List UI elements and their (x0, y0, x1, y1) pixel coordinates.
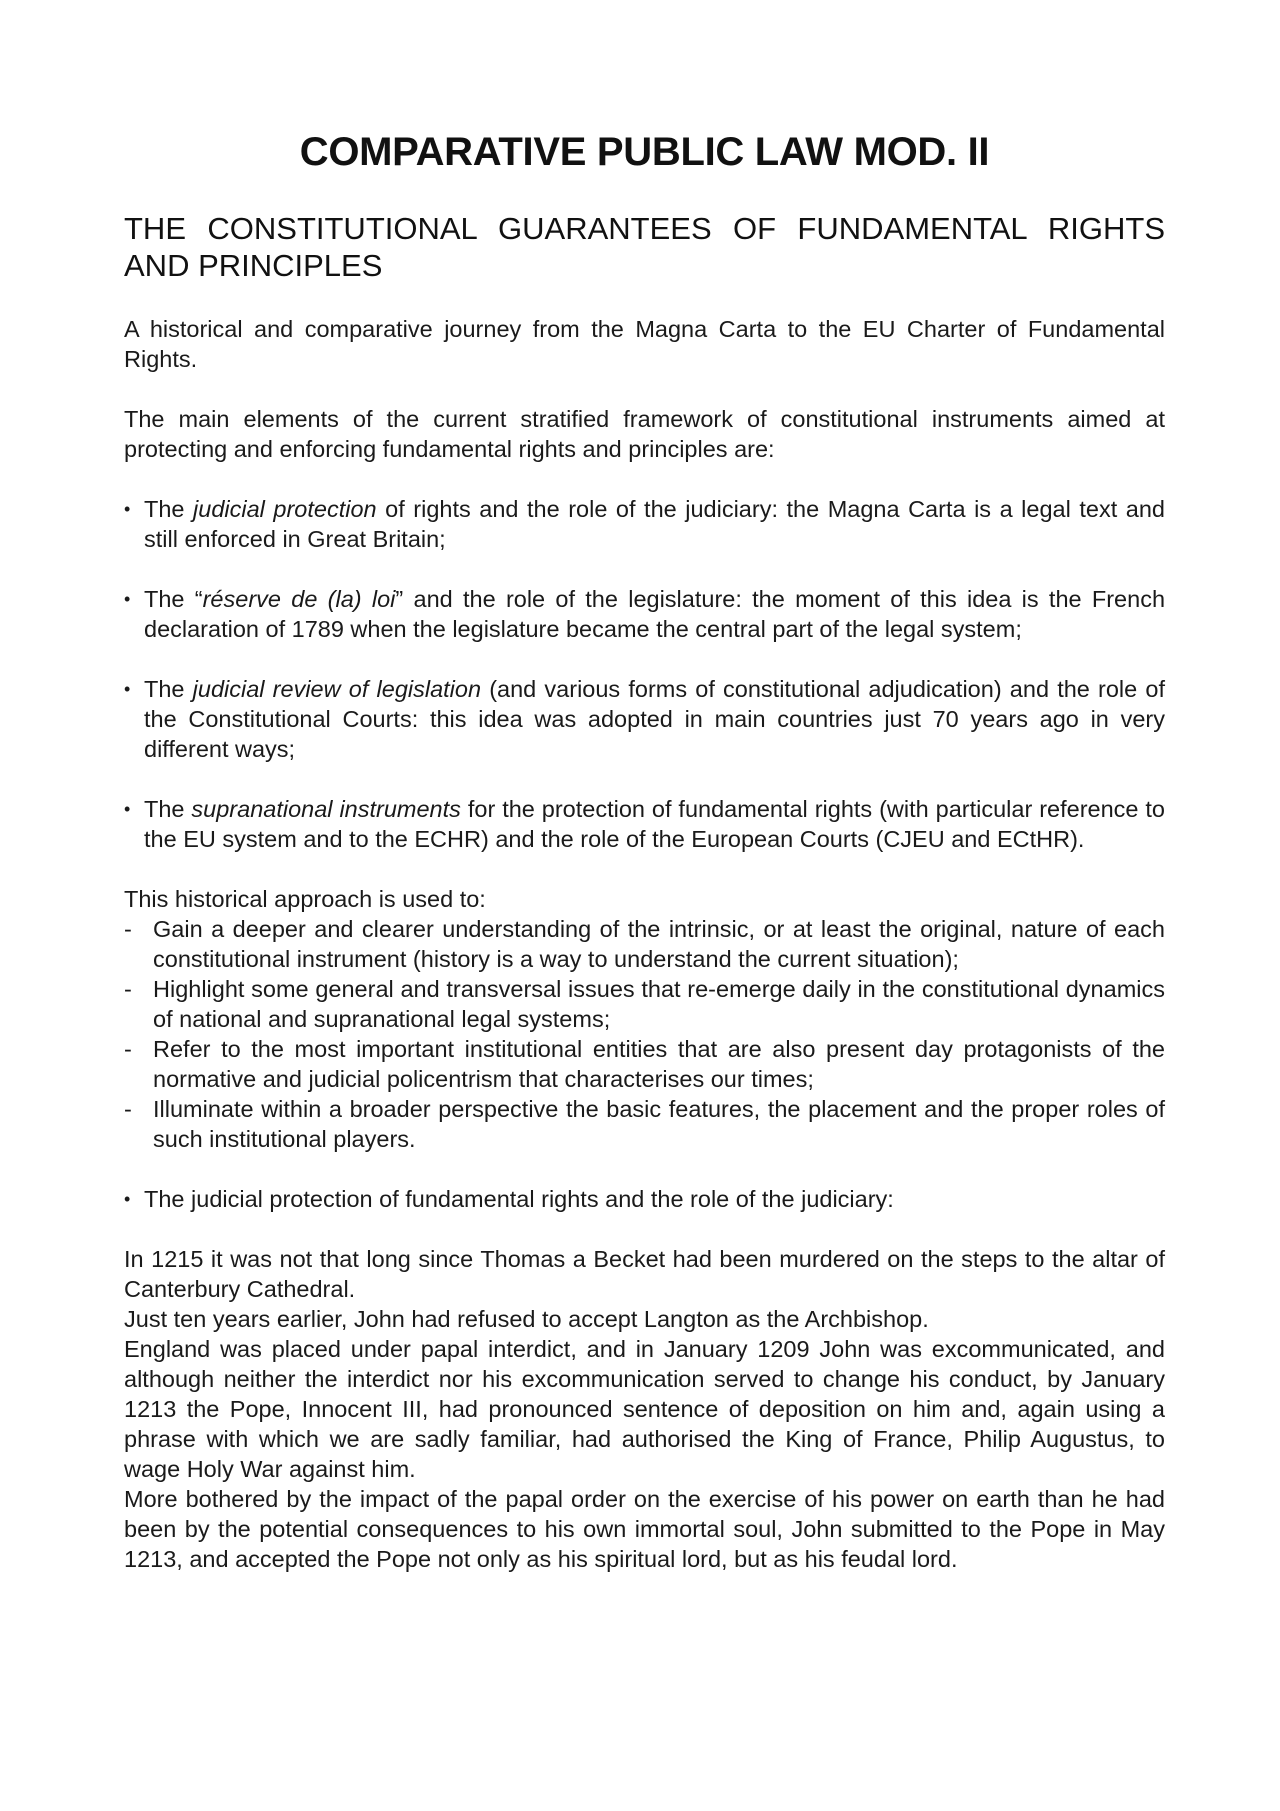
emphasis-text: supranational instruments (191, 796, 461, 822)
list-item: • The supranational instruments for the protection of fundamental rights (with particular reference to the EU system and to the ECHR) and the role of the European Courts (CJEU and ECtHR). (124, 796, 1166, 852)
dash-marker: - (124, 976, 132, 1002)
history-paragraph: Just ten years earlier, John had refused to accept Langton as the Archbishop. (124, 1306, 929, 1332)
list-item: - Refer to the most important institutional entities that are also present day protagonists of the normative and judicial policentrism that characterises our times; (124, 1036, 1165, 1092)
lead-paragraph: The main elements of the current stratified framework of constitutional instruments aimed at protecting and enforcing fundamental rights and principles are: (124, 406, 1165, 462)
section-heading: • The judicial protection of fundamental rights and the role of the judiciary: (124, 1186, 894, 1212)
approach-intro: This historical approach is used to: (124, 886, 486, 912)
dash-marker: - (124, 1036, 132, 1062)
history-paragraph: In 1215 it was not that long since Thomas a Becket had been murdered on the steps to the altar of Canterbury Cathedral. (124, 1246, 1165, 1302)
emphasis-text: judicial protection (193, 496, 377, 522)
bullet-marker: • (124, 499, 131, 519)
list-item: • The judicial protection of rights and the role of the judiciary: the Magna Carta is a legal text and still enforced in Great Britain; (124, 496, 1165, 552)
dash-marker: - (124, 1096, 132, 1122)
list-item: - Illuminate within a broader perspective the basic features, the placement and the proper roles of such institutional players. (124, 1096, 1165, 1152)
emphasis-text: judicial review of legislation (192, 676, 482, 702)
document-subtitle: THE CONSTITUTIONAL GUARANTEES OF FUNDAMENTAL RIGHTS AND PRINCIPLES (124, 211, 1165, 283)
dash-marker: - (124, 916, 132, 942)
bullet-marker: • (124, 679, 131, 699)
list-item: • The “réserve de (la) loi” and the role of the legislature: the moment of this idea is the French declaration of 1789 when the legislature became the central part of the legal system; (124, 586, 1166, 642)
elements-list (124, 494, 1165, 854)
bullet-marker: • (124, 589, 131, 609)
list-item: • The judicial review of legislation (and various forms of constitutional adjudication) and the role of the Constitutional Courts: this idea was adopted in main countries just 70 years ago in very different ways; (124, 676, 1165, 762)
history-paragraph: England was placed under papal interdict, and in January 1209 John was excommunicated, and although neither the interdict nor his excommunication served to change his conduct, by January 1213 the Pope, Innocent III, had pronounced sentence of deposition on him and, again using a phrase with which we are sadly familiar, had authorised the King of France, Philip Augustus, to wage Holy War against him. (124, 1336, 1165, 1482)
bullet-marker: • (124, 799, 131, 819)
section-heading-list (124, 1184, 1165, 1214)
approach-list (124, 914, 1165, 1154)
list-item: - Gain a deeper and clearer understanding of the intrinsic, or at least the original, nature of each constitutional instrument (history is a way to understand the current situation); (124, 916, 1165, 972)
history-paragraph: More bothered by the impact of the papal order on the exercise of his power on earth than he had been by the potential consequences to his own immortal soul, John submitted to the Pope in May 1213, and accepted the Pope not only as his spiritual lord, but as his feudal lord. (124, 1486, 1165, 1572)
history-section (124, 1244, 1165, 1574)
intro-paragraph: A historical and comparative journey from the Magna Carta to the EU Charter of Fundamental Rights. (124, 316, 1165, 372)
bullet-marker: • (124, 1189, 131, 1209)
list-item: - Highlight some general and transversal issues that re-emerge daily in the constitutional dynamics of national and supranational legal systems; (124, 976, 1165, 1032)
document-title: COMPARATIVE PUBLIC LAW MOD. II (299, 130, 990, 174)
emphasis-text: réserve de (la) loi (202, 586, 396, 612)
